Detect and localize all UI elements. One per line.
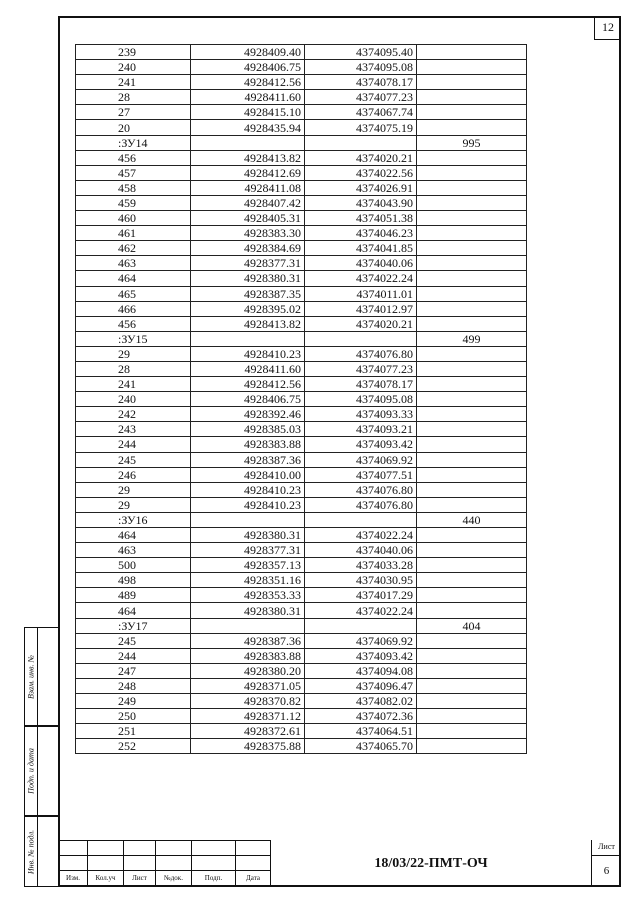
- point-number-cell: 464: [76, 271, 191, 286]
- area-cell: [417, 195, 527, 210]
- area-cell: [417, 528, 527, 543]
- point-number-cell: :ЗУ15: [76, 331, 191, 346]
- area-cell: [417, 437, 527, 452]
- y-coordinate-cell: 4374078.17: [305, 75, 417, 90]
- point-number-cell: 246: [76, 467, 191, 482]
- table-row: [76, 241, 527, 256]
- area-cell: [417, 241, 527, 256]
- x-coordinate-cell: 4928435.94: [191, 120, 305, 135]
- table-row: [76, 377, 527, 392]
- area-cell: [417, 286, 527, 301]
- y-coordinate-cell: 4374093.42: [305, 437, 417, 452]
- x-coordinate-cell: 4928392.46: [191, 407, 305, 422]
- area-cell: [417, 497, 527, 512]
- point-number-cell: :ЗУ17: [76, 618, 191, 633]
- table-row: [76, 497, 527, 512]
- x-coordinate-cell: 4928387.36: [191, 633, 305, 648]
- y-coordinate-cell: 4374020.21: [305, 316, 417, 331]
- table-row: [76, 588, 527, 603]
- x-coordinate-cell: 4928411.60: [191, 90, 305, 105]
- table-row: [76, 301, 527, 316]
- area-cell: [417, 663, 527, 678]
- x-coordinate-cell: 4928357.13: [191, 558, 305, 573]
- title-block: [58, 840, 621, 887]
- area-cell: [417, 739, 527, 754]
- point-number-cell: 245: [76, 452, 191, 467]
- table-row: [76, 195, 527, 210]
- area-cell: [417, 361, 527, 376]
- table-row: [76, 135, 527, 150]
- x-coordinate-cell: 4928371.12: [191, 709, 305, 724]
- area-cell: [417, 709, 527, 724]
- point-number-cell: 243: [76, 422, 191, 437]
- area-cell: [417, 377, 527, 392]
- area-cell: [417, 316, 527, 331]
- x-coordinate-cell: 4928375.88: [191, 739, 305, 754]
- y-coordinate-cell: 4374095.40: [305, 45, 417, 60]
- side-label-inv: Инв. № подл.: [26, 829, 36, 874]
- x-coordinate-cell: 4928410.23: [191, 497, 305, 512]
- side-label-vzam: Взам. инв. №: [26, 654, 36, 699]
- stamp-header-kolvo: Кол.уч: [88, 871, 124, 886]
- table-row: [76, 120, 527, 135]
- point-number-cell: 27: [76, 105, 191, 120]
- x-coordinate-cell: 4928380.31: [191, 271, 305, 286]
- table-row: [76, 452, 527, 467]
- x-coordinate-cell: 4928407.42: [191, 195, 305, 210]
- table-row: [76, 346, 527, 361]
- table-row: [76, 694, 527, 709]
- x-coordinate-cell: 4928383.30: [191, 226, 305, 241]
- point-number-cell: 252: [76, 739, 191, 754]
- x-coordinate-cell: 4928406.75: [191, 60, 305, 75]
- table-row: [76, 618, 527, 633]
- area-cell: [417, 256, 527, 271]
- table-row: [76, 437, 527, 452]
- x-coordinate-cell: 4928372.61: [191, 724, 305, 739]
- table-row: [76, 271, 527, 286]
- table-row: [76, 60, 527, 75]
- point-number-cell: 20: [76, 120, 191, 135]
- x-coordinate-cell: 4928384.69: [191, 241, 305, 256]
- x-coordinate-cell: 4928383.88: [191, 437, 305, 452]
- area-cell: [417, 467, 527, 482]
- area-cell: [417, 573, 527, 588]
- point-number-cell: 251: [76, 724, 191, 739]
- y-coordinate-cell: 4374020.21: [305, 150, 417, 165]
- table-row: [76, 709, 527, 724]
- x-coordinate-cell: 4928377.31: [191, 256, 305, 271]
- y-coordinate-cell: 4374046.23: [305, 226, 417, 241]
- x-coordinate-cell: 4928380.20: [191, 663, 305, 678]
- x-coordinate-cell: 4928385.03: [191, 422, 305, 437]
- side-box-inv: [24, 816, 58, 887]
- point-number-cell: 458: [76, 180, 191, 195]
- area-cell: [417, 603, 527, 618]
- x-coordinate-cell: 4928409.40: [191, 45, 305, 60]
- x-coordinate-cell: 4928380.31: [191, 603, 305, 618]
- area-cell: [417, 407, 527, 422]
- point-number-cell: 456: [76, 316, 191, 331]
- y-coordinate-cell: 4374051.38: [305, 211, 417, 226]
- area-cell: [417, 543, 527, 558]
- x-coordinate-cell: 4928383.88: [191, 648, 305, 663]
- x-coordinate-cell: 4928406.75: [191, 392, 305, 407]
- table-row: [76, 422, 527, 437]
- y-coordinate-cell: 4374096.47: [305, 678, 417, 693]
- table-row: [76, 75, 527, 90]
- point-number-cell: 461: [76, 226, 191, 241]
- y-coordinate-cell: 4374041.85: [305, 241, 417, 256]
- table-row: [76, 603, 527, 618]
- point-number-cell: 29: [76, 482, 191, 497]
- table-row: [76, 256, 527, 271]
- point-number-cell: 464: [76, 603, 191, 618]
- y-coordinate-cell: 4374094.08: [305, 663, 417, 678]
- table-row: [76, 543, 527, 558]
- x-coordinate-cell: 4928412.56: [191, 377, 305, 392]
- y-coordinate-cell: 4374078.17: [305, 377, 417, 392]
- area-cell: [417, 422, 527, 437]
- area-cell: [417, 226, 527, 241]
- x-coordinate-cell: 4928405.31: [191, 211, 305, 226]
- point-number-cell: 489: [76, 588, 191, 603]
- point-number-cell: 459: [76, 195, 191, 210]
- area-cell: [417, 724, 527, 739]
- table-row: [76, 648, 527, 663]
- point-number-cell: 456: [76, 150, 191, 165]
- table-row: [76, 512, 527, 527]
- x-coordinate-cell: 4928413.82: [191, 150, 305, 165]
- area-cell: [417, 588, 527, 603]
- y-coordinate-cell: 4374033.28: [305, 558, 417, 573]
- y-coordinate-cell: 4374022.24: [305, 271, 417, 286]
- x-coordinate-cell: 4928412.56: [191, 75, 305, 90]
- point-number-cell: :ЗУ16: [76, 512, 191, 527]
- x-coordinate-cell: 4928377.31: [191, 543, 305, 558]
- point-number-cell: 28: [76, 361, 191, 376]
- y-coordinate-cell: 4374076.80: [305, 482, 417, 497]
- document-code: 18/03/22-ПМТ-ОЧ: [270, 840, 591, 887]
- point-number-cell: 242: [76, 407, 191, 422]
- table-row: [76, 724, 527, 739]
- area-cell: 440: [417, 512, 527, 527]
- table-row: [76, 467, 527, 482]
- table-row: [76, 528, 527, 543]
- page-number: 12: [594, 16, 621, 40]
- y-coordinate-cell: 4374077.51: [305, 467, 417, 482]
- y-coordinate-cell: 4374076.80: [305, 346, 417, 361]
- x-coordinate-cell: 4928415.10: [191, 105, 305, 120]
- x-coordinate-cell: 4928410.23: [191, 482, 305, 497]
- area-cell: [417, 648, 527, 663]
- sheet-box: [591, 840, 621, 887]
- y-coordinate-cell: 4374011.01: [305, 286, 417, 301]
- table-row: [76, 286, 527, 301]
- stamp-header-izm: Изм.: [59, 871, 88, 886]
- area-cell: [417, 271, 527, 286]
- area-cell: [417, 301, 527, 316]
- y-coordinate-cell: 4374093.21: [305, 422, 417, 437]
- point-number-cell: 239: [76, 45, 191, 60]
- stamp-header-data: Дата: [236, 871, 271, 886]
- area-cell: [417, 45, 527, 60]
- x-coordinate-cell: 4928387.36: [191, 452, 305, 467]
- x-coordinate-cell: [191, 512, 305, 527]
- sheet-number: 6: [603, 865, 610, 877]
- area-cell: 995: [417, 135, 527, 150]
- area-cell: 499: [417, 331, 527, 346]
- table-row: [76, 165, 527, 180]
- point-number-cell: 29: [76, 346, 191, 361]
- table-row: [76, 105, 527, 120]
- x-coordinate-cell: 4928395.02: [191, 301, 305, 316]
- table-row: [76, 150, 527, 165]
- point-number-cell: 240: [76, 60, 191, 75]
- stamp-header-podp: Подп.: [192, 871, 236, 886]
- y-coordinate-cell: 4374076.80: [305, 497, 417, 512]
- x-coordinate-cell: 4928351.16: [191, 573, 305, 588]
- table-row: [76, 663, 527, 678]
- point-number-cell: 250: [76, 709, 191, 724]
- y-coordinate-cell: 4374077.23: [305, 361, 417, 376]
- area-cell: [417, 90, 527, 105]
- point-number-cell: 462: [76, 241, 191, 256]
- stamp-header-ndok: №док.: [156, 871, 192, 886]
- table-row: [76, 361, 527, 376]
- y-coordinate-cell: [305, 512, 417, 527]
- area-cell: [417, 165, 527, 180]
- point-number-cell: 249: [76, 694, 191, 709]
- x-coordinate-cell: 4928411.60: [191, 361, 305, 376]
- table-row: [76, 226, 527, 241]
- area-cell: [417, 150, 527, 165]
- y-coordinate-cell: 4374040.06: [305, 256, 417, 271]
- y-coordinate-cell: 4374069.92: [305, 633, 417, 648]
- table-row: [76, 678, 527, 693]
- table-row: [76, 482, 527, 497]
- table-row: [76, 739, 527, 754]
- table-row: [76, 573, 527, 588]
- point-number-cell: 460: [76, 211, 191, 226]
- point-number-cell: 464: [76, 528, 191, 543]
- area-cell: [417, 60, 527, 75]
- point-number-cell: 463: [76, 543, 191, 558]
- area-cell: [417, 694, 527, 709]
- title-block-grid: [58, 840, 271, 886]
- point-number-cell: 248: [76, 678, 191, 693]
- x-coordinate-cell: 4928412.69: [191, 165, 305, 180]
- x-coordinate-cell: [191, 618, 305, 633]
- x-coordinate-cell: 4928410.23: [191, 346, 305, 361]
- table-row: [76, 316, 527, 331]
- point-number-cell: 241: [76, 75, 191, 90]
- x-coordinate-cell: 4928410.00: [191, 467, 305, 482]
- table-row: [76, 633, 527, 648]
- point-number-cell: 241: [76, 377, 191, 392]
- y-coordinate-cell: 4374075.19: [305, 120, 417, 135]
- x-coordinate-cell: 4928413.82: [191, 316, 305, 331]
- side-box-vzam: [24, 627, 58, 726]
- point-number-cell: 457: [76, 165, 191, 180]
- area-cell: [417, 75, 527, 90]
- point-number-cell: 465: [76, 286, 191, 301]
- x-coordinate-cell: 4928411.08: [191, 180, 305, 195]
- table-row: [76, 180, 527, 195]
- coordinates-table: [75, 44, 527, 754]
- area-cell: [417, 558, 527, 573]
- coordinates-table-body: [76, 45, 527, 754]
- x-coordinate-cell: 4928387.35: [191, 286, 305, 301]
- x-coordinate-cell: [191, 331, 305, 346]
- y-coordinate-cell: 4374093.33: [305, 407, 417, 422]
- sheet-label: Лист: [592, 840, 621, 856]
- y-coordinate-cell: 4374022.56: [305, 165, 417, 180]
- stamp-header-list: Лист: [124, 871, 156, 886]
- table-row: [76, 407, 527, 422]
- area-cell: [417, 211, 527, 226]
- y-coordinate-cell: 4374069.92: [305, 452, 417, 467]
- y-coordinate-cell: 4374026.91: [305, 180, 417, 195]
- y-coordinate-cell: 4374040.06: [305, 543, 417, 558]
- table-row: [76, 558, 527, 573]
- area-cell: [417, 346, 527, 361]
- y-coordinate-cell: 4374082.02: [305, 694, 417, 709]
- table-row: [76, 211, 527, 226]
- point-number-cell: 28: [76, 90, 191, 105]
- y-coordinate-cell: 4374065.70: [305, 739, 417, 754]
- y-coordinate-cell: 4374064.51: [305, 724, 417, 739]
- area-cell: [417, 180, 527, 195]
- y-coordinate-cell: 4374022.24: [305, 528, 417, 543]
- y-coordinate-cell: 4374067.74: [305, 105, 417, 120]
- x-coordinate-cell: 4928380.31: [191, 528, 305, 543]
- table-row: [76, 90, 527, 105]
- area-cell: [417, 452, 527, 467]
- y-coordinate-cell: [305, 135, 417, 150]
- x-coordinate-cell: 4928370.82: [191, 694, 305, 709]
- point-number-cell: :ЗУ14: [76, 135, 191, 150]
- y-coordinate-cell: 4374095.08: [305, 392, 417, 407]
- point-number-cell: 244: [76, 437, 191, 452]
- y-coordinate-cell: 4374022.24: [305, 603, 417, 618]
- side-label-podp: Подп. и дата: [26, 748, 36, 794]
- area-cell: [417, 633, 527, 648]
- y-coordinate-cell: [305, 618, 417, 633]
- point-number-cell: 247: [76, 663, 191, 678]
- area-cell: [417, 120, 527, 135]
- y-coordinate-cell: 4374043.90: [305, 195, 417, 210]
- x-coordinate-cell: 4928371.05: [191, 678, 305, 693]
- point-number-cell: 29: [76, 497, 191, 512]
- area-cell: 404: [417, 618, 527, 633]
- y-coordinate-cell: 4374077.23: [305, 90, 417, 105]
- area-cell: [417, 482, 527, 497]
- point-number-cell: 244: [76, 648, 191, 663]
- x-coordinate-cell: 4928353.33: [191, 588, 305, 603]
- y-coordinate-cell: 4374017.29: [305, 588, 417, 603]
- area-cell: [417, 105, 527, 120]
- y-coordinate-cell: 4374093.42: [305, 648, 417, 663]
- x-coordinate-cell: [191, 135, 305, 150]
- area-cell: [417, 678, 527, 693]
- y-coordinate-cell: 4374095.08: [305, 60, 417, 75]
- y-coordinate-cell: 4374072.36: [305, 709, 417, 724]
- point-number-cell: 466: [76, 301, 191, 316]
- point-number-cell: 500: [76, 558, 191, 573]
- table-row: [76, 45, 527, 60]
- table-row: [76, 331, 527, 346]
- side-box-podp: [24, 726, 58, 816]
- y-coordinate-cell: [305, 331, 417, 346]
- y-coordinate-cell: 4374012.97: [305, 301, 417, 316]
- point-number-cell: 463: [76, 256, 191, 271]
- point-number-cell: 498: [76, 573, 191, 588]
- point-number-cell: 240: [76, 392, 191, 407]
- y-coordinate-cell: 4374030.95: [305, 573, 417, 588]
- point-number-cell: 245: [76, 633, 191, 648]
- table-row: [76, 392, 527, 407]
- area-cell: [417, 392, 527, 407]
